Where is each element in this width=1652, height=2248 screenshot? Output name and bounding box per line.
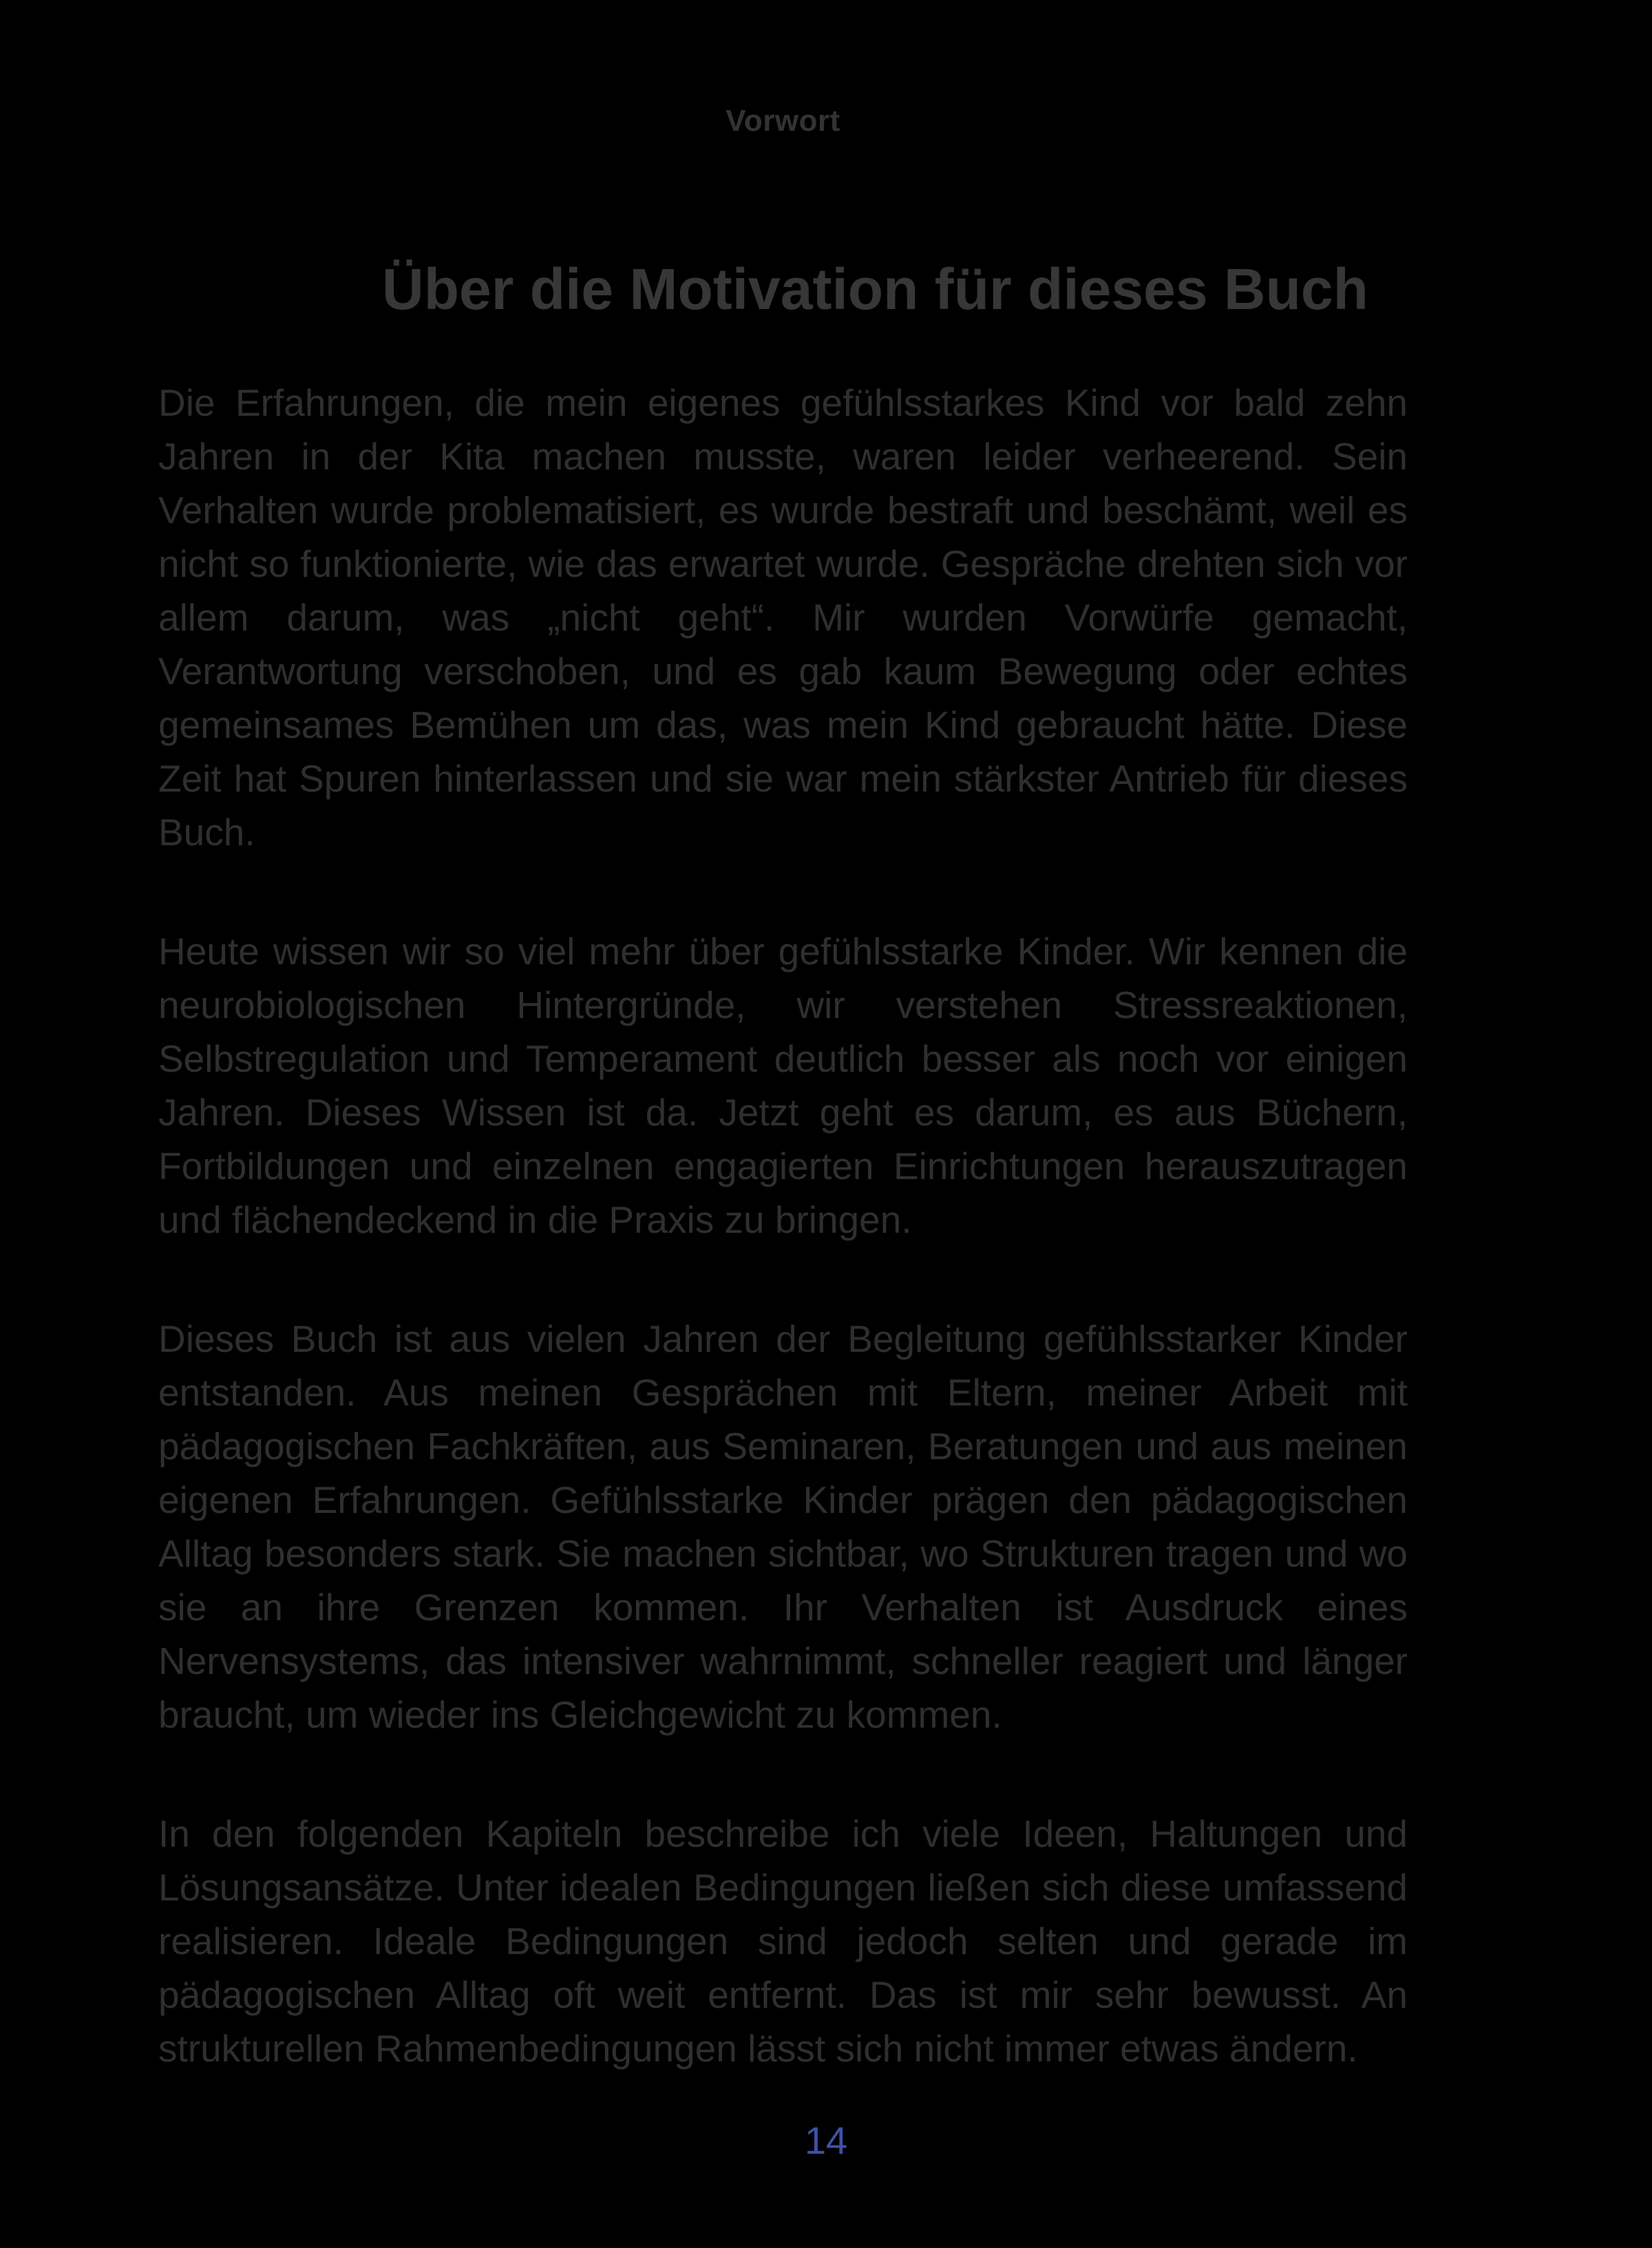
paragraph-2: Heute wissen wir so viel mehr über gefühlsstarke Kinder. Wir kennen die neurobiologischen Hintergründe, wir verstehen Stressreaktionen, Selbstregulation und Temperament deutlich besser als noch vor einigen Jahren. Dieses Wissen ist da. Jetzt geht es darum, es aus Büchern, Fortbildungen und einzelnen engagierten Einrichtungen herauszutragen und flächendeckend in die Praxis zu bringen. bbox=[158, 930, 1408, 1241]
paragraph-1: Die Erfahrungen, die mein eigenes gefühlsstarkes Kind vor bald zehn Jahren in der Kita machen musste, waren leider verheerend. Sein Verhalten wurde problematisiert, es wurde bestraft und beschämt, weil es nicht so funktionierte, wie das erwartet wurde. Gespräche drehten sich vor allem darum, was „nicht geht“. Mir wurden Vorwürfe gemacht, Verantwortung verschoben, und es gab kaum Bewegung oder echtes gemeinsames Bemühen um das, was mein Kind gebraucht hätte. Diese Zeit hat Spuren hinterlassen und sie war mein stärkster Antrieb für dieses Buch. bbox=[158, 381, 1408, 853]
paragraph-4: In den folgenden Kapiteln beschreibe ich viele Ideen, Haltungen und Lösungsansätze. Unter idealen Bedingungen ließen sich diese umfassend realisieren. Ideale Bedingungen sind jedoch selten und gerade im pädagogischen Alltag oft weit entfernt. Das ist mir sehr bewusst. An strukturellen Rahmenbedingungen lässt sich nicht immer etwas ändern. bbox=[158, 1812, 1408, 2070]
running-head-vorwort: Vorwort bbox=[726, 104, 840, 138]
page-number: 14 bbox=[804, 2119, 848, 2162]
paragraph-3: Dieses Buch ist aus vielen Jahren der Begleitung gefühlsstarker Kinder entstanden. Aus meinen Gesprächen mit Eltern, meiner Arbeit mit pädagogischen Fachkräften, aus Seminaren, Beratungen und aus meinen eigenen Erfahrungen. Gefühlsstarke Kinder prägen den pädagogischen Alltag besonders stark. Sie machen sichtbar, wo Strukturen tragen und wo sie an ihre Grenzen kommen. Ihr Verhalten ist Ausdruck eines Nervensystems, das intensiver wahrnimmt, schneller reagiert und länger braucht, um wieder ins Gleichgewicht zu kommen. bbox=[158, 1317, 1408, 1736]
chapter-title: Über die Motivation für dieses Buch bbox=[382, 257, 1368, 321]
body-text-block bbox=[158, 376, 1408, 2075]
